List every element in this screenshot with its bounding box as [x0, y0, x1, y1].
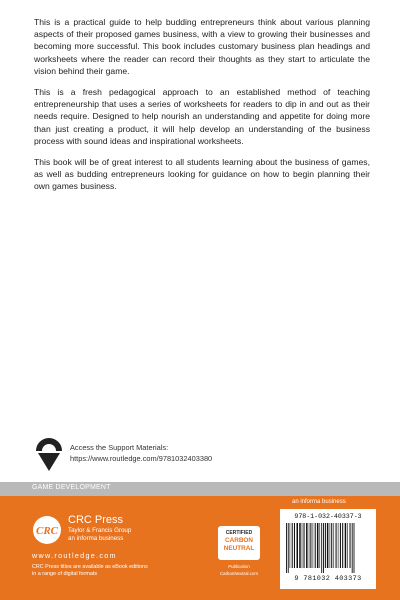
barcode-bar [304, 523, 305, 568]
barcode-bar [325, 523, 326, 568]
barcode-bar [306, 523, 308, 568]
barcode-bar [336, 523, 337, 568]
barcode-bar [321, 523, 322, 573]
barcode-bar [354, 523, 355, 573]
publisher-name: CRC Press [68, 514, 124, 526]
barcode-bar [313, 523, 314, 568]
barcode-bar [290, 523, 291, 568]
barcode-bar [352, 523, 353, 573]
blurb-paragraph-1: This is a practical guide to help budding entrepreneurs think about various planning aspects of their proposed games business, with a view to growing their businesses and becoming more successful. This book includes customary business plan headings and worksheets where the reader can record their thoughts as they start to articulate the vision behind their game. [34, 17, 370, 76]
blurb-paragraph-2: This is a fresh pedagogical approach to an established method of teaching entrepreneurship that uses a series of worksheets for readers to dip in and out as their needs require. Designed to help nourish an understanding and appetite for doing more than just creating a product, it will help develop an understanding of the business process with sound ideas and inspirational worksheets. [34, 87, 370, 146]
category-bar [0, 482, 400, 496]
carbon-certified: CERTIFIED [225, 530, 253, 536]
crc-logo-icon [32, 515, 62, 545]
ebook-note-line-1: CRC Press titles are available as eBook editions [32, 564, 148, 570]
blurb-paragraph-3: This book will be of great interest to all students learning about the business of games, as well as budding entrepreneurs looking for guidance on how to begin planning their own games business. [34, 157, 370, 192]
barcode-bar [309, 523, 310, 568]
barcode-bar [333, 523, 334, 568]
publisher-footer [0, 496, 400, 600]
barcode-bar [317, 523, 319, 568]
ebook-note-line-2: in a range of digital formats [32, 571, 98, 577]
support-heading: Access the Support Materials: [70, 443, 169, 452]
barcode-bar [331, 523, 332, 568]
barcode-bar [292, 523, 293, 568]
barcode-bar [299, 523, 301, 568]
barcode-bars [284, 523, 372, 573]
barcode-bar [347, 523, 348, 568]
barcode-bar [286, 523, 287, 573]
carbon-publication: Publication [228, 564, 250, 569]
support-materials [36, 438, 336, 478]
carbon-neutral-badge [214, 524, 264, 580]
barcode-bar [330, 523, 331, 568]
publisher-group: Taylor & Francis Group [68, 527, 132, 534]
barcode-bar [338, 523, 339, 568]
barcode-bar [294, 523, 295, 568]
barcode-bar [350, 523, 351, 568]
support-text [70, 442, 212, 464]
barcode-bar [297, 523, 299, 568]
barcode-bar [302, 523, 303, 568]
barcode-bar [315, 523, 316, 568]
carbon-word-2: NEUTRAL [223, 545, 255, 552]
carbon-word-1: CARBON [224, 537, 254, 544]
barcode-bar [288, 523, 289, 573]
barcode-bar [340, 523, 341, 568]
barcode-bar [342, 523, 343, 568]
barcode-digits: 9 781032 403373 [294, 575, 362, 583]
barcode-bar [327, 523, 329, 568]
support-url[interactable]: https://www.routledge.com/9781032403380 [70, 454, 213, 463]
barcode-bar [345, 523, 347, 568]
isbn-number: 978-1-032-40337-3 [294, 513, 362, 520]
isbn-barcode [280, 509, 376, 589]
barcode-bar [310, 523, 311, 568]
crc-logo-text: CRC [35, 525, 59, 537]
blurb [34, 16, 370, 202]
support-materials-icon [36, 438, 62, 476]
publisher-tagline: an informa business [68, 535, 124, 542]
carbon-site: CarbonNeutral.com [219, 571, 259, 576]
barcode-bar [323, 523, 324, 573]
publisher-website[interactable]: www.routledge.com [32, 551, 117, 560]
informa-label: an informa business [292, 499, 346, 505]
category-label: GAME DEVELOPMENT [32, 484, 111, 491]
barcode-bar [319, 523, 320, 568]
